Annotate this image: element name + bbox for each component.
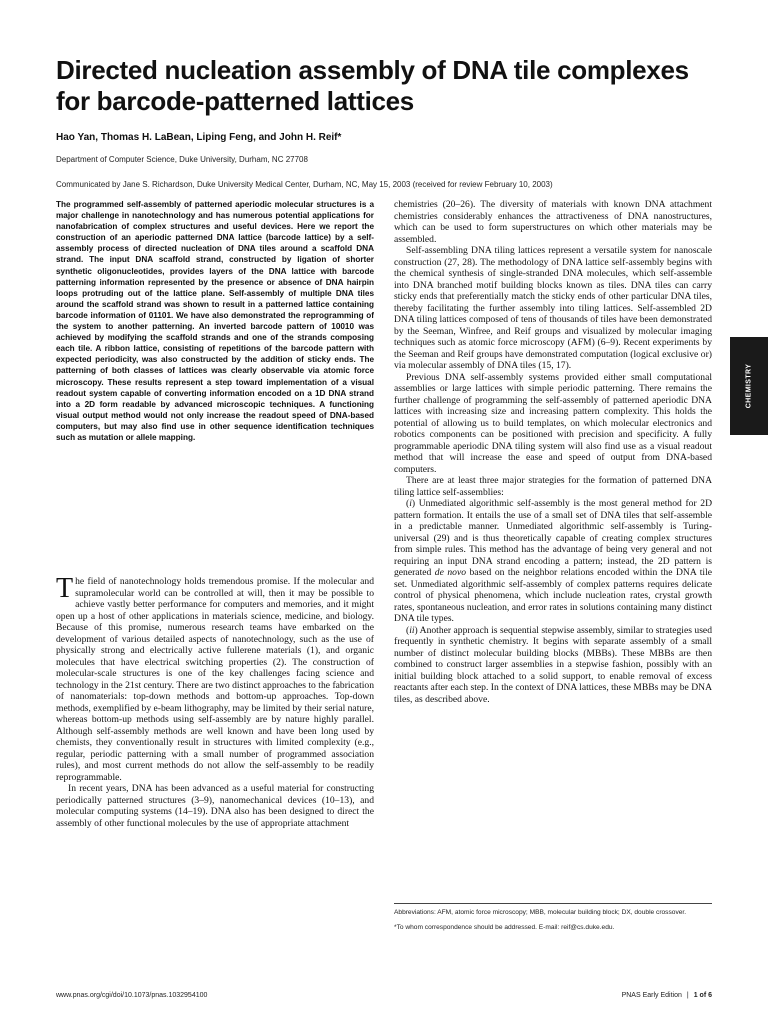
paper-title: Directed nucleation assembly of DNA tile complexes for barcode-patterned lattices xyxy=(56,55,689,116)
journal-name: PNAS Early Edition xyxy=(621,992,682,999)
section-tab-label: CHEMISTRY xyxy=(745,363,753,409)
footnotes xyxy=(394,903,712,938)
body-paragraph: There are at least three major strategies for the formation of patterned DNA tiling lattice self-assemblies: xyxy=(394,475,712,498)
list-marker: ii xyxy=(409,624,415,636)
body-paragraph: In recent years, DNA has been advanced as a useful material for constructing periodically patterned structures (3–9), nanomechanical devices (10–13), and molecular computing systems (14–19). DNA also has been designed to direct the assembly of other functional molecules by the use of appropriate attachment xyxy=(56,783,374,829)
paragraph-text: Unmediated algorithmic self-assembly is the most general method for 2D pattern formation. It entails the use of a small set of DNA tiles that self-assemble in a predictable manner. Unmediated algorithmic self-assembly is Turing-universal (29) and is thus theoretically capable of creating complex structures from simple rules. This method has the advantage of being very general and not requiring an input DNA strand encoding a pattern; instead, the 2D pattern is generated xyxy=(394,498,712,578)
affiliation: Department of Computer Science, Duke University, Durham, NC 27708 xyxy=(56,155,308,164)
paragraph-text: Another approach is sequential stepwise assembly, similar to strategies used frequently in synthetic chemistry. It begins with separate assembly of a small number of distinct molecular building blocks (MBBs). These MBBs are then combined to construct larger assemblies in a stepwise fashion, possibly with an initial building block attached to a solid support, to enable removal of excess reactants after each step. In the context of DNA lattices, these MBBs may be DNA tiles, as described above. xyxy=(394,624,712,705)
abstract: The programmed self-assembly of patterned aperiodic molecular structures is a major challenge in nanotechnology and has numerous potential applications for nanofabrication of complex structures and useful devices. Here we report the construction of an aperiodic patterned DNA lattice (barcode lattice) by a self-assembly process of directed nucleation of DNA tiles around a scaffold DNA strand. The input DNA scaffold strand, constructed by ligation of shorter synthetic oligonucleotides, provides layers of the DNA lattice with barcode patterning information represented by the presence or absence of DNA hairpin loops protruding out of the lattice plane. Self-assembly of multiple DNA tiles around the scaffold strand was shown to result in a patterned lattice containing barcode information of 01101. We have also demonstrated the reprogramming of the system to another patterning. An inverted barcode pattern of 10010 was achieved by modifying the scaffold strands and one of the strands composing each tile. A ribbon lattice, consisting of repetitions of the barcode pattern with expected periodicity, was also constructed by the addition of sticky ends. The patterning of both classes of lattices was clearly observable via atomic force microscopy. These results represent a step toward implementation of a visual readout system capable of converting information encoded on a 1D DNA strand into a 2D form readable by advanced microscopic techniques. A functioning visual output method would not only increase the readout speed of DNA-based computers, but may also find use in other sequence identification techniques such as mutation or allele mapping. xyxy=(56,200,374,442)
paragraph-text: based on the neighbor relations encoded within the DNA tile set. Unmediated algorithmic self-assembly of complex patterns requires delicate control of physical phenomena, which include nucleation rates, crystal growth rates, spontaneous nucleation, and error rates in solutions containing many distinct DNA tile types. xyxy=(394,567,712,624)
section-tab xyxy=(730,337,768,435)
body-paragraph: Previous DNA self-assembly systems provided either small computational assemblies or large lattices with simple periodic patterning. There remains the further challenge of programming the self-assembly of patterned aperiodic DNA lattices with increasing size and increasing pattern complexity. This holds the potential of allowing us to build templates, on which molecular electronics and robotics components can be positioned with precision and specificity. A fully programmable aperiodic DNA tiling system will also find use as a visual readout method that will increase the ease and speed of output from DNA-based computers. xyxy=(394,371,712,475)
doi-link[interactable]: www.pnas.org/cgi/doi/10.1073/pnas.1032954100 xyxy=(56,992,208,999)
paragraph-text: he field of nanotechnology holds tremendous promise. If the molecular and supramolecular world can be controlled at will, then it may be possible to achieve vastly better performance for computers and memories, and it might open up a host of other applications in materials science, medicine, and biology. Because of this promise, numerous research teams have embarked on the development of various detailed aspects of nanotechnology, such as the use of physically strong and electrically active fullerene materials (1), and organic molecules that have electrical switching properties (2). The construction of molecular-scale structures is one of the key challenges facing science and technology in the 21st century. There are two distinct approaches to the fabrication of nanomaterials: top-down methods and bottom-up approaches. Top-down methods, exemplified by e-beam lithography, may be limited by their serial nature, whereas bottom-up methods using self-assembly are by nature highly parallel. Although self-assembly methods are well known and have been long used by chemists, they conventionally result in structures with limited complexity (e.g., regular, periodic patterning with a small number of programmed association rules), and most current methods do not allow the self-assembly to be readily reprogrammable. xyxy=(56,576,375,783)
correspondence-footnote: *To whom correspondence should be addressed. E-mail: reif@cs.duke.edu. xyxy=(394,924,615,931)
body-column-right xyxy=(394,199,712,705)
footer-separator: | xyxy=(686,992,689,999)
author-list: Hao Yan, Thomas H. LaBean, Liping Feng, and John H. Reif* xyxy=(56,132,342,143)
intro-paragraph xyxy=(56,573,375,783)
body-column-left xyxy=(56,573,375,829)
communicated-line: Communicated by Jane S. Richardson, Duke University Medical Center, Durham, NC, May 15, 2003 (received for review February 10, 2003) xyxy=(56,180,553,189)
abbreviations-footnote: Abbreviations: AFM, atomic force microscopy; MBB, molecular building block; DX, double crossover. xyxy=(394,909,687,916)
page-number: 1 of 6 xyxy=(693,992,712,999)
strategy-paragraph-i: (i) Unmediated algorithmic self-assembly is the most general method for 2D pattern formation. It entails the use of a small set of DNA tiles that self-assemble in a predictable manner. Unmediated algorithmic self-assembly is Turing-universal (29) and is thus theoretically capable of creating complex structures from simple rules. This method has the advantage of being very general and not requiring an input DNA strand encoding a pattern; instead, the 2D pattern is generated de novo based on the neighbor relations encoded within the DNA tile set. Unmediated algorithmic self-assembly of complex patterns requires delicate control of physical phenomena, which include nucleation rates, crystal growth rates, spontaneous nucleation, and error rates in solutions containing many distinct DNA tile types. xyxy=(394,498,712,624)
list-marker: i xyxy=(409,498,412,509)
body-paragraph: chemistries (20–26). The diversity of materials with known DNA attachment chemistries considerably enhances the attractiveness of DNA nanostructures, which can be used to form superstructures on which other materials may be assembled. xyxy=(394,199,712,245)
page-footer xyxy=(622,992,712,999)
strategy-paragraph-ii: (ii) Another approach is sequential stepwise assembly, similar to strategies used frequently in synthetic chemistry. It begins with separate assembly of a small number of distinct molecular building blocks (MBBs). These MBBs are then combined to construct larger assemblies in a stepwise fashion, possibly with an initial building block attached to a solid support, to enable removal of excess reactants after each step. In the context of DNA lattices, these MBBs may be DNA tiles, as described above. xyxy=(394,624,712,705)
italic-term: de novo xyxy=(434,567,466,578)
drop-cap: T xyxy=(56,573,74,604)
body-paragraph: Self-assembling DNA tiling lattices represent a versatile system for nanoscale construction (27, 28). The methodology of DNA lattice self-assembly begins with the chemical synthesis of single-stranded DNA molecules, which self-assemble into DNA branched motif building blocks known as tiles. DNA tiles can carry sticky ends that preferentially match the sticky ends of other particular DNA tiles, thereby facilitating the further assembly into tiling lattices. Self-assembled 2D DNA tiling lattices composed of tens of thousands of tiles have been demonstrated by the Seeman, Winfree, and Reif groups and visualized by molecular imaging techniques such as atomic force microscopy (AFM) (6–9). Recent experiments by the Seeman and Reif groups have demonstrated computation (logical exclusive or) via molecular assembly of DNA tiles (15, 17). xyxy=(394,245,712,371)
